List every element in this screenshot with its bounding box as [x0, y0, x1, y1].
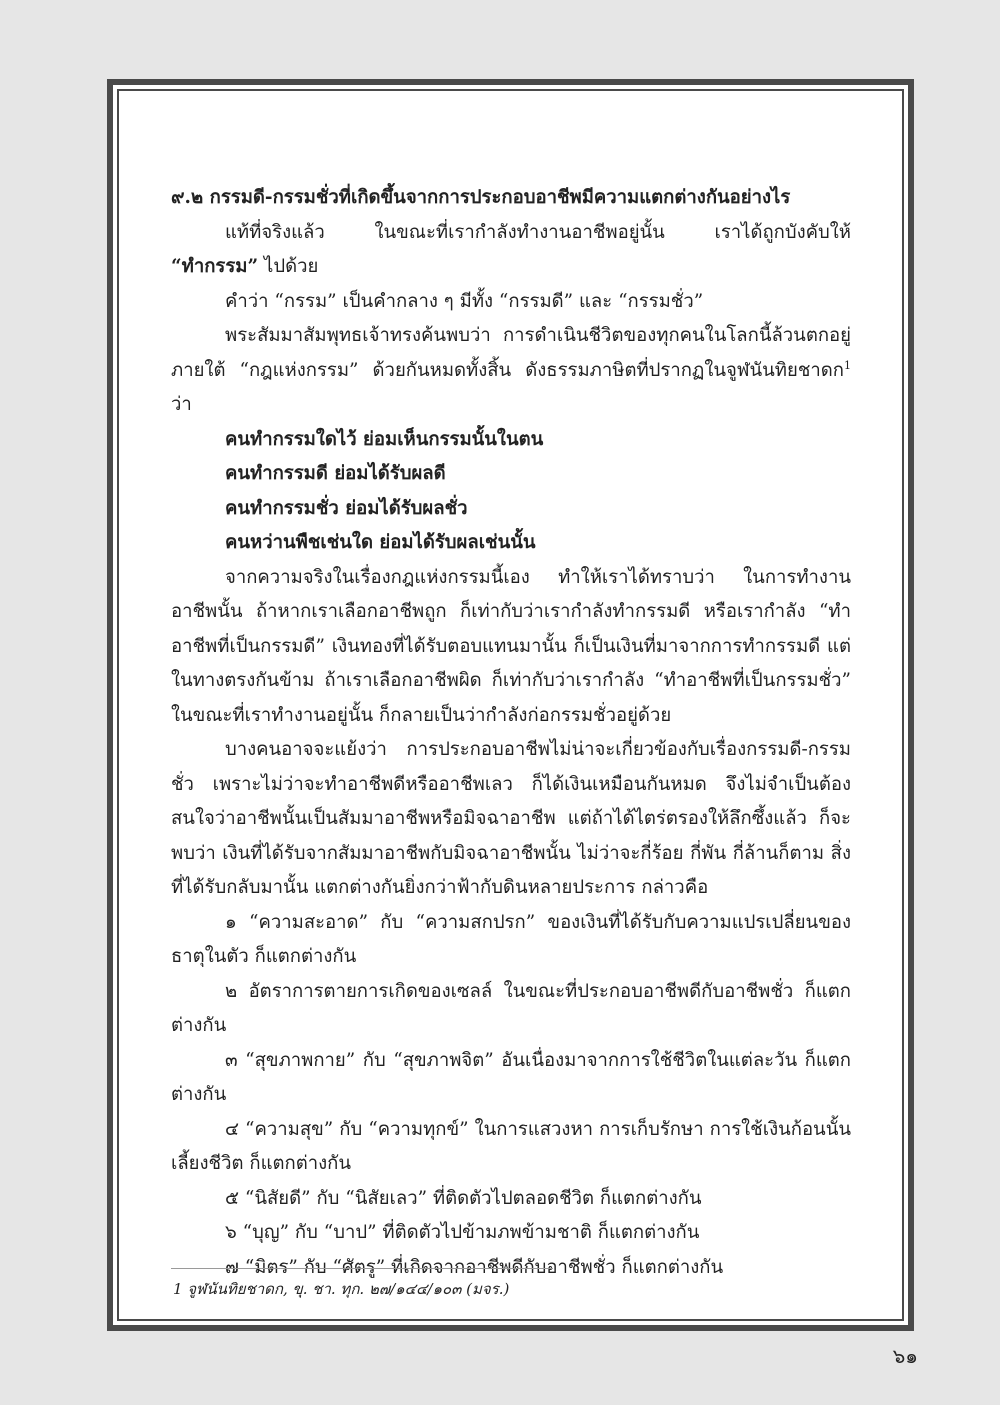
- buddha-tail: ว่า: [171, 394, 192, 415]
- list-item: ๓ “สุขภาพกาย” กับ “สุขภาพจิต” อันเนื่องมาจากการใช้ชีวิตในแต่ละวัน ก็แตกต่างกัน: [171, 1049, 851, 1105]
- buddha-paragraph: [171, 319, 851, 423]
- list-item: ๔ “ความสุข” กับ “ความทุกข์” ในการแสวงหา การเก็บรักษา การใช้เงินก้อนนั้นเลี้ยงชีวิต ก็แตกต่างกัน: [171, 1118, 851, 1174]
- intro-emphasis: “ทำกรรม”: [171, 256, 259, 277]
- intro-text: แท้ที่จริงแล้ว ในขณะที่เรากำลังทำงานอาชีพอยู่นั้น เราได้ถูกบังคับให้: [225, 221, 851, 243]
- body-paragraph: บางคนอาจจะแย้งว่า การประกอบอาชีพไม่น่าจะเกี่ยวข้องกับเรื่องกรรมดี-กรรมชั่ว เพราะไม่ว่าจะทำอาชีพดีหรืออาชีพเลว ก็ได้เงินเหมือนกันหมด จึงไม่จำเป็นต้องสนใจว่าอาชีพนั้นเป็นสัมมาอาชีพหรือมิจฉาอาชีพ แต่ถ้าได้ไตร่ตรองให้ลึกซึ้งแล้ว ก็จะพบว่า เงินที่ได้รับจากสัมมาอาชีพกับมิจฉาอาชีพนั้น ไม่ว่าจะกี่ร้อย กี่พัน กี่ล้านก็ตาม สิ่งที่ได้รับกลับมานั้น แตกต่างกันยิ่งกว่าฟ้ากับดินหลายประการ กล่าวคือ: [171, 739, 851, 898]
- verse-line: คนทำกรรมใดไว้ ย่อมเห็นกรรมนั้นในตน: [225, 428, 544, 450]
- intro-text-end: ไปด้วย: [258, 256, 319, 277]
- verse-line: คนหว่านพืชเช่นใด ย่อมได้รับผลเช่นนั้น: [225, 532, 536, 553]
- verse-line: คนทำกรรมดี ย่อมได้รับผลดี: [225, 463, 446, 484]
- list-item: ๑ “ความสะอาด” กับ “ความสกปรก” ของเงินที่ได้รับกับความแปรเปลี่ยนของธาตุในตัว ก็แตกต่างกัน: [171, 911, 851, 967]
- section-heading: ๙.๒ กรรมดี-กรรมชั่วที่เกิดขึ้นจากการประกอบอาชีพมีความแตกต่างกันอย่างไร: [171, 187, 791, 208]
- intro-paragraph: [171, 216, 851, 285]
- page-content: [171, 181, 851, 1285]
- buddha-text: พระสัมมาสัมพุทธเจ้าทรงค้นพบว่า การดำเนินชีวิตของทุกคนในโลกนี้ล้วนตกอยู่ภายใต้ “กฎแห่งกรรม” ด้วยกันหมดทั้งสิ้น ดังธรรมภาษิตที่ปรากฏในจูฬนันทิยชาดก: [171, 325, 851, 381]
- footnote-marker: 1: [844, 358, 851, 372]
- footnote: 1 จูฬนันทิยชาดก, ขุ. ชา. ทุก. ๒๗/๑๔๔/๑๐๓ (มจร.): [173, 1280, 510, 1298]
- definition-paragraph: คำว่า “กรรม” เป็นคำกลาง ๆ มีทั้ง “กรรมดี” และ “กรรมชั่ว”: [225, 290, 704, 312]
- verse-line: คนทำกรรมชั่ว ย่อมได้รับผลชั่ว: [225, 497, 468, 519]
- page-number: ๖๑: [892, 1344, 918, 1368]
- list-item: ๒ อัตราการตายการเกิดของเซลล์ ในขณะที่ประกอบอาชีพดีกับอาชีพชั่ว ก็แตกต่างกัน: [171, 980, 851, 1036]
- list-item: ๗ “มิตร” กับ “ศัตรู” ที่เกิดจากอาชีพดีกับอาชีพชั่ว ก็แตกต่างกัน: [225, 1256, 724, 1278]
- list-item: ๖ “บุญ” กับ “บาป” ที่ติดตัวไปข้ามภพข้ามชาติ ก็แตกต่างกัน: [225, 1222, 700, 1243]
- list-item: ๕ “นิสัยดี” กับ “นิสัยเลว” ที่ติดตัวไปตลอดชีวิต ก็แตกต่างกัน: [225, 1187, 702, 1209]
- footnote-divider: [171, 1268, 553, 1269]
- body-paragraph: จากความจริงในเรื่องกฎแห่งกรรมนี้เอง ทำให้เราได้ทราบว่า ในการทำงานอาชีพนั้น ถ้าหากเราเลือกอาชีพถูก ก็เท่ากับว่าเรากำลังทำกรรมดี หรือเรากำลัง “ทำอาชีพที่เป็นกรรมดี” เงินทองที่ได้รับตอบแทนมานั้น ก็เป็นเงินที่มาจากการทำกรรมดี แต่ในทางตรงกันข้าม ถ้าเราเลือกอาชีพผิด ก็เท่ากับว่าเรากำลัง “ทำอาชีพที่เป็นกรรมชั่ว” ในขณะที่เราทำงานอยู่นั้น ก็กลายเป็นว่ากำลังก่อกรรมชั่วอยู่ด้วย: [171, 566, 851, 726]
